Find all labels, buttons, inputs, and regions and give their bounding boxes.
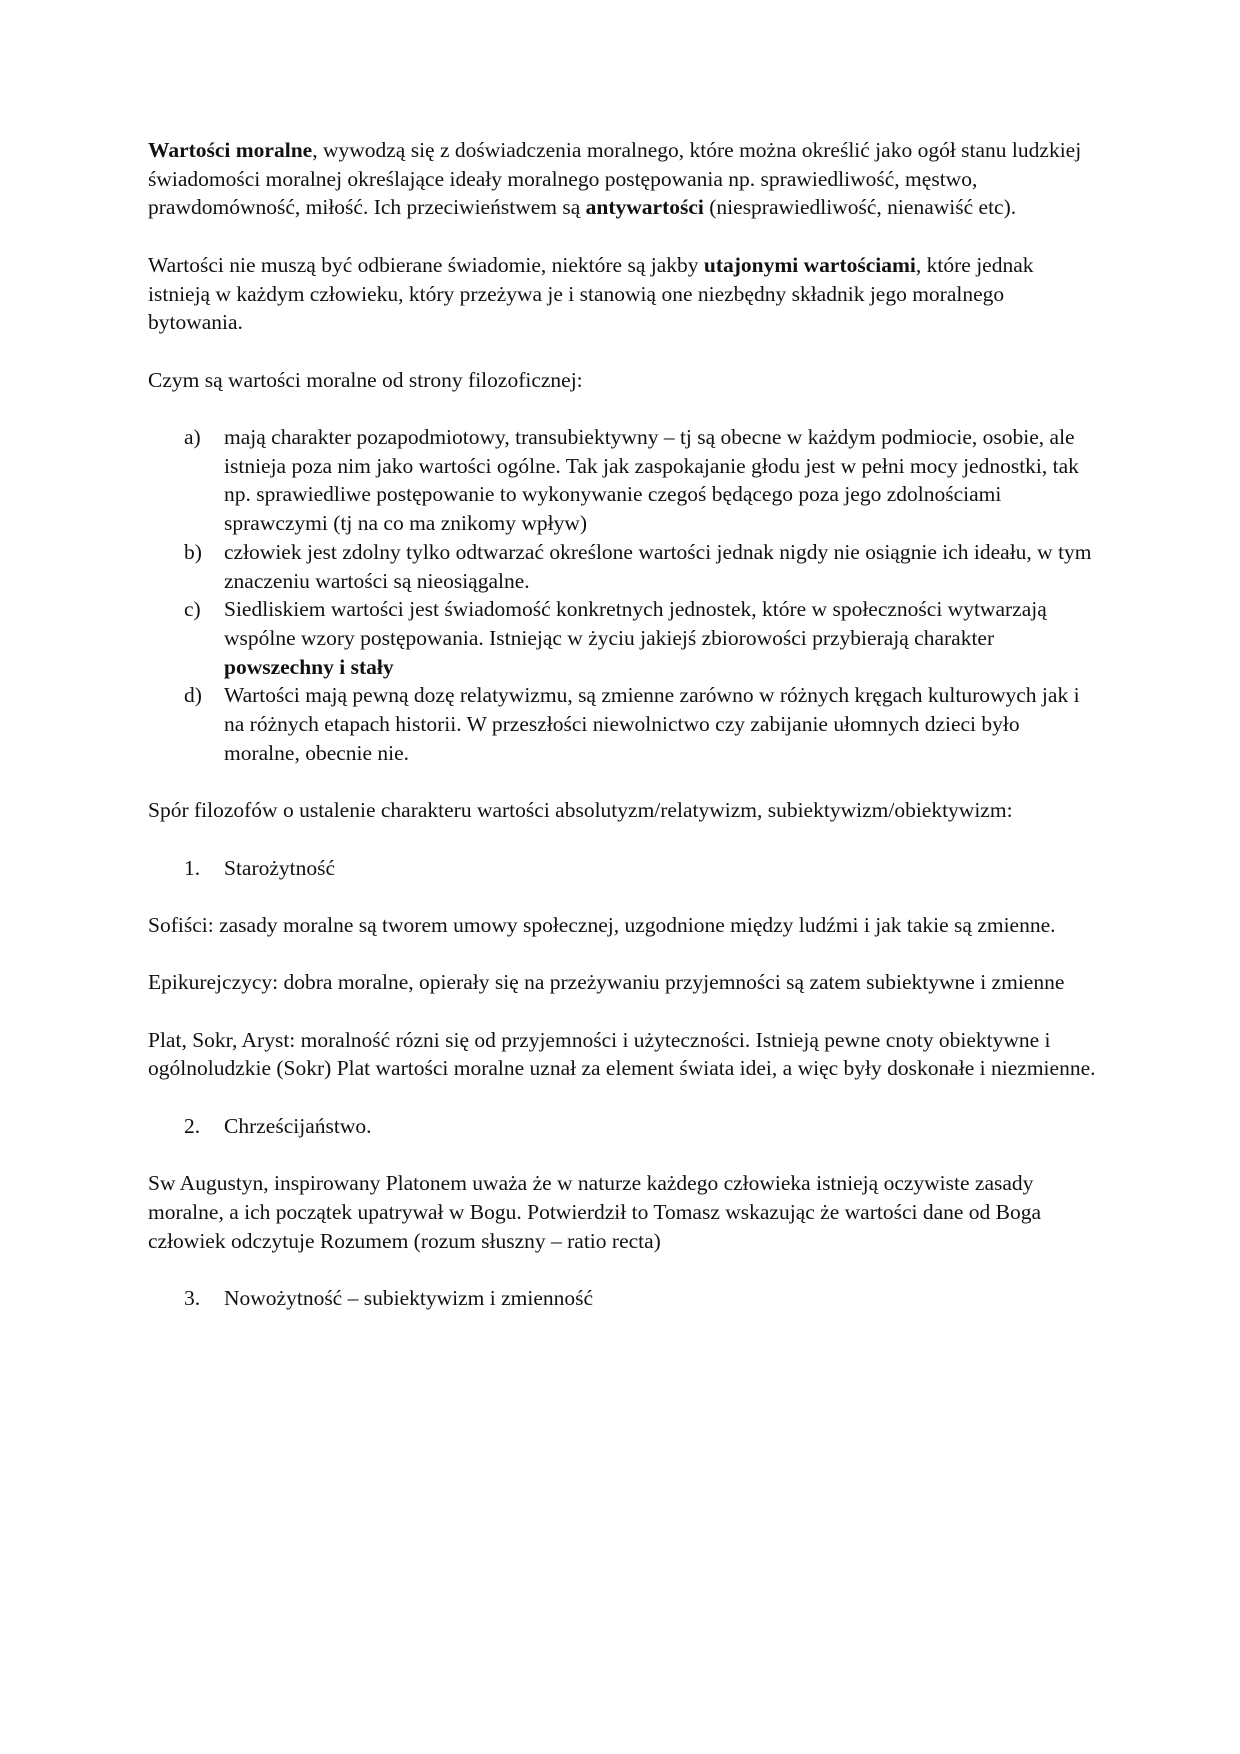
list-marker: c) [184, 597, 201, 622]
section-heading: Starożytność [224, 855, 336, 880]
list-item-text: mają charakter pozapodmiotowy, transubiektywny – tj są obecne w każdym podmiocie, osobie, ale istnieja poza nim jako wartości ogólne. Tak jak zaspokajanie głodu jest w pełni mocy jednostki, tak np. sprawiedliwe postępowanie to wykonywanie czegoś będącego poza jego zdolnościami sprawczymi (tj na co ma znikomy wpływ) [224, 424, 1079, 536]
list-marker: 1. [184, 855, 201, 880]
paragraph-sophists: Sofiści: zasady moralne są tworem umowy społecznej, uzgodnione między ludźmi i jak takie są zmienne. [148, 912, 1056, 937]
list-marker: d) [184, 683, 202, 708]
bold-term-moral-values: Wartości moralne [148, 138, 313, 162]
paragraph-dispute: Spór filozofów o ustalenie charakteru wartości absolutyzm/relatywizm, subiektywizm/obiektywizm: [148, 798, 1013, 823]
paragraph-philosophical-intro: Czym są wartości moralne od strony filozoficznej: [148, 367, 583, 392]
section-heading: Nowożytność – subiektywizm i zmienność [224, 1285, 594, 1310]
list-item [148, 681, 1098, 767]
list-marker: b) [184, 539, 202, 564]
list-item [148, 423, 1098, 538]
numbered-heading-antiquity [148, 854, 1098, 883]
paragraph-plato-socrates-aristotle: Plat, Sokr, Aryst: moralność rózni się od przyjemności i użyteczności. Istnieją pewne cnoty obiektywne i ogólnoludzkie (Sokr) Plat wartości moralne uznał za element świata idei, a więc były doskonałe i niezmienne. [148, 1027, 1096, 1081]
list-item-text: człowiek jest zdolny tylko odtwarzać określone wartości jednak nigdy nie osiągnie ich ideału, w tym znaczeniu wartości są nieosiągalne. [224, 539, 1092, 593]
paragraph-text: Wartości nie muszą być odbierane świadomie, niektóre są jakby [148, 252, 704, 277]
paragraph-text: , wywodzą się z doświadczenia moralnego, które można określić jako ogół stanu ludzkiej świadomości moralnej określające ideały moralnego postępowania np. sprawiedliwość, męstwo, prawdomówność, miłość. Ich przeciwieństwem są [148, 138, 1082, 220]
section-heading: Chrześcijaństwo. [224, 1113, 372, 1138]
list-item-text: Wartości mają pewną dozę relatywizmu, są zmienne zarówno w różnych kręgach kulturowych jak i na różnych etapach historii. W przeszłości niewolnictwo czy zabijanie ułomnych dzieci było moralne, obecnie nie. [224, 683, 1080, 765]
bold-term-hidden-values: utajonymi wartościami [703, 252, 916, 277]
paragraph-augustine: Sw Augustyn, inspirowany Platonem uważa że w naturze każdego człowieka istnieją oczywiste zasady moralne, a ich początek upatrywał w Bogu. Potwierdził to Tomasz wskazując że wartości dane od Boga człowiek odczytuje Rozumem (rozum słuszny – ratio recta) [148, 1171, 1042, 1253]
paragraph-text: , które jednak istnieją w każdym człowieku, który przeżywa je i stanowią one niezbędny składnik jego moralnego bytowania. [148, 252, 1034, 335]
paragraph-moral-values [148, 136, 1098, 222]
list-item-text: Siedliskiem wartości jest świadomość konkretnych jednostek, które w społeczności wytwarzają wspólne wzory postępowania. Istniejąc w życiu jakiejś zbiorowości przybierają charakter [224, 597, 1047, 650]
numbered-heading-christianity [148, 1112, 1098, 1141]
paragraph-epicureans: Epikurejczycy: dobra moralne, opierały się na przeżywaniu przyjemności są zatem subiektywne i zmienne [148, 970, 1065, 995]
paragraph-text: (niesprawiedliwość, nienawiść etc). [703, 195, 1017, 220]
bold-term-universal: powszechny i stały [224, 654, 394, 679]
numbered-heading-modernity [148, 1284, 1098, 1313]
bold-term-antivalues: antywartości [585, 195, 704, 220]
list-marker: a) [184, 424, 201, 449]
list-item [148, 1112, 1098, 1141]
list-item [148, 538, 1098, 595]
paragraph-hidden-values [148, 251, 1098, 337]
list-marker: 2. [184, 1113, 201, 1138]
list-marker: 3. [184, 1285, 201, 1310]
list-item [148, 1284, 1098, 1313]
list-item [148, 854, 1098, 883]
list-item [148, 595, 1098, 681]
document-page [148, 136, 1098, 1341]
lettered-list [148, 423, 1098, 767]
